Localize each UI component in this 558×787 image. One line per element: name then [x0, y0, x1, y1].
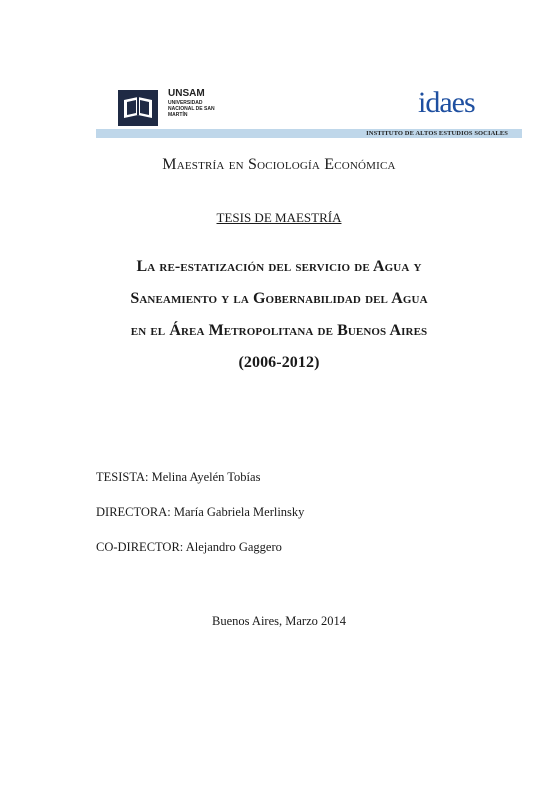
thesis-title-line: en el Área Metropolitana de Buenos Aires — [130, 322, 428, 339]
idaes-subtitle: INSTITUTO DE ALTOS ESTUDIOS SOCIALES — [366, 130, 508, 137]
thesis-title-line: Saneamiento y la Gobernabilidad del Agua — [130, 290, 428, 307]
thesis-type: TESIS DE MAESTRÍA — [216, 210, 342, 225]
place-date: Buenos Aires, Marzo 2014 — [211, 614, 346, 628]
student-credit: TESISTA: Melina Ayelén Tobías — [96, 470, 261, 484]
thesis-title-line: La re-estatización del servicio de Agua y — [136, 258, 422, 275]
idaes-logo: idaes — [418, 86, 475, 119]
unsam-book-logo-icon — [118, 90, 158, 126]
unsam-subtitle: UNIVERSIDAD NACIONAL DE SAN MARTÍN — [168, 100, 215, 118]
co-director-credit: CO-DIRECTOR: Alejandro Gaggero — [96, 540, 282, 554]
unsam-name: UNSAM — [168, 88, 205, 99]
institution-header — [96, 86, 522, 140]
thesis-title-years: (2006-2012) — [238, 354, 320, 371]
director-credit: DIRECTORA: María Gabriela Merlinsky — [96, 505, 305, 519]
program-name: Maestría en Sociología Económica — [162, 156, 396, 173]
